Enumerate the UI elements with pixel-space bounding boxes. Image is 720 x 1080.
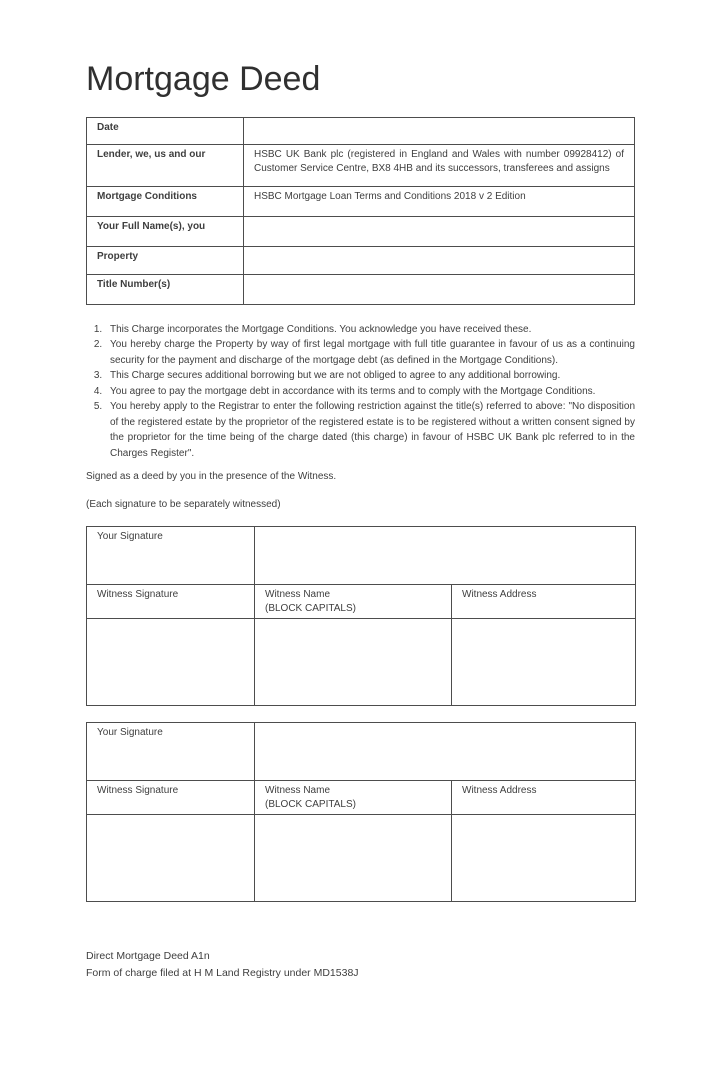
- signature-table-1: [86, 526, 636, 706]
- clause-item: 2. You hereby charge the Property by way of first legal mortgage with full title guarantee in favour of us as a continuing security for the payment and discharge of the mortgage debt (as defined in the Mortgage Conditions).: [105, 337, 635, 368]
- witness-header-row: [87, 585, 636, 619]
- signature-table-2: [86, 722, 636, 902]
- witness-signature-cell: [87, 815, 255, 902]
- detail-label-title-numbers: Title Number(s): [87, 274, 244, 304]
- witness-signature-label: Witness Signature: [87, 585, 255, 619]
- detail-label-lender: Lender, we, us and our: [87, 144, 244, 186]
- deed-details-table: [86, 117, 635, 305]
- detail-label-full-names: Your Full Name(s), you: [87, 216, 244, 246]
- detail-value-date: [244, 117, 635, 144]
- footer-registry-line: Form of charge filed at H M Land Registry under MD1538J: [86, 967, 359, 980]
- witness-entry-row: [87, 815, 636, 902]
- detail-value-title-numbers: [244, 274, 635, 304]
- details-row-date: [87, 117, 635, 144]
- detail-value-full-names: [244, 216, 635, 246]
- details-row-mortgage-conditions: [87, 186, 635, 216]
- your-signature-label: Your Signature: [87, 723, 255, 781]
- clauses-list: [86, 322, 635, 462]
- witness-name-label-line: Witness Name: [265, 785, 331, 797]
- witness-name-label: [255, 781, 452, 815]
- witness-header-row: [87, 781, 636, 815]
- block-capitals-label: (BLOCK CAPITALS): [265, 603, 356, 615]
- witness-address-label: Witness Address: [452, 781, 636, 815]
- your-signature-cell: [255, 723, 636, 781]
- clause-item: 3. This Charge secures additional borrowing but we are not obliged to agree to any additional borrowing.: [105, 368, 635, 384]
- details-row-property: [87, 246, 635, 274]
- witness-address-cell: [452, 619, 636, 706]
- witness-entry-row: [87, 619, 636, 706]
- details-row-lender: [87, 144, 635, 186]
- your-signature-label: Your Signature: [87, 527, 255, 585]
- witness-name-cell: [255, 619, 452, 706]
- witness-address-cell: [452, 815, 636, 902]
- clause-item: 5. You hereby apply to the Registrar to enter the following restriction against the title(s) referred to above: "No disposition of the registered estate by the proprietor of the registered estate is to be registered without a written consent signed by the proprietor for the time being of the charge dated (this charge) in favour of HSBC UK Bank plc referred to in the Charges Register".: [105, 399, 635, 461]
- witness-name-label-line: Witness Name: [265, 589, 331, 601]
- signed-statement: Signed as a deed by you in the presence of the Witness.: [86, 471, 337, 483]
- witness-name-cell: [255, 815, 452, 902]
- witness-name-label: [255, 585, 452, 619]
- footer-form-id: Direct Mortgage Deed A1n: [86, 950, 210, 963]
- witness-address-label: Witness Address: [452, 585, 636, 619]
- detail-label-mortgage-conditions: Mortgage Conditions: [87, 186, 244, 216]
- clause-item: 4. You agree to pay the mortgage debt in accordance with its terms and to comply with the Mortgage Conditions.: [105, 384, 635, 400]
- clause-item: 1. This Charge incorporates the Mortgage Conditions. You acknowledge you have received these.: [105, 322, 635, 338]
- detail-label-property: Property: [87, 246, 244, 274]
- witness-signature-label: Witness Signature: [87, 781, 255, 815]
- document-footer: [86, 948, 635, 982]
- your-signature-row: [87, 723, 636, 781]
- mortgage-deed-page: [0, 62, 720, 1080]
- your-signature-row: [87, 527, 636, 585]
- detail-value-mortgage-conditions: HSBC Mortgage Loan Terms and Conditions 2018 v 2 Edition: [244, 186, 635, 216]
- detail-label-date: Date: [87, 117, 244, 144]
- details-row-title-numbers: [87, 274, 635, 304]
- witness-signature-cell: [87, 619, 255, 706]
- page-title: Mortgage Deed: [86, 60, 321, 98]
- block-capitals-label: (BLOCK CAPITALS): [265, 799, 356, 811]
- detail-value-property: [244, 246, 635, 274]
- witness-note: (Each signature to be separately witnessed): [86, 499, 281, 511]
- details-row-full-names: [87, 216, 635, 246]
- your-signature-cell: [255, 527, 636, 585]
- detail-value-lender: HSBC UK Bank plc (registered in England and Wales with number 09928412) of Customer Service Centre, BX8 4HB and its successors, transferees and assigns: [244, 144, 635, 186]
